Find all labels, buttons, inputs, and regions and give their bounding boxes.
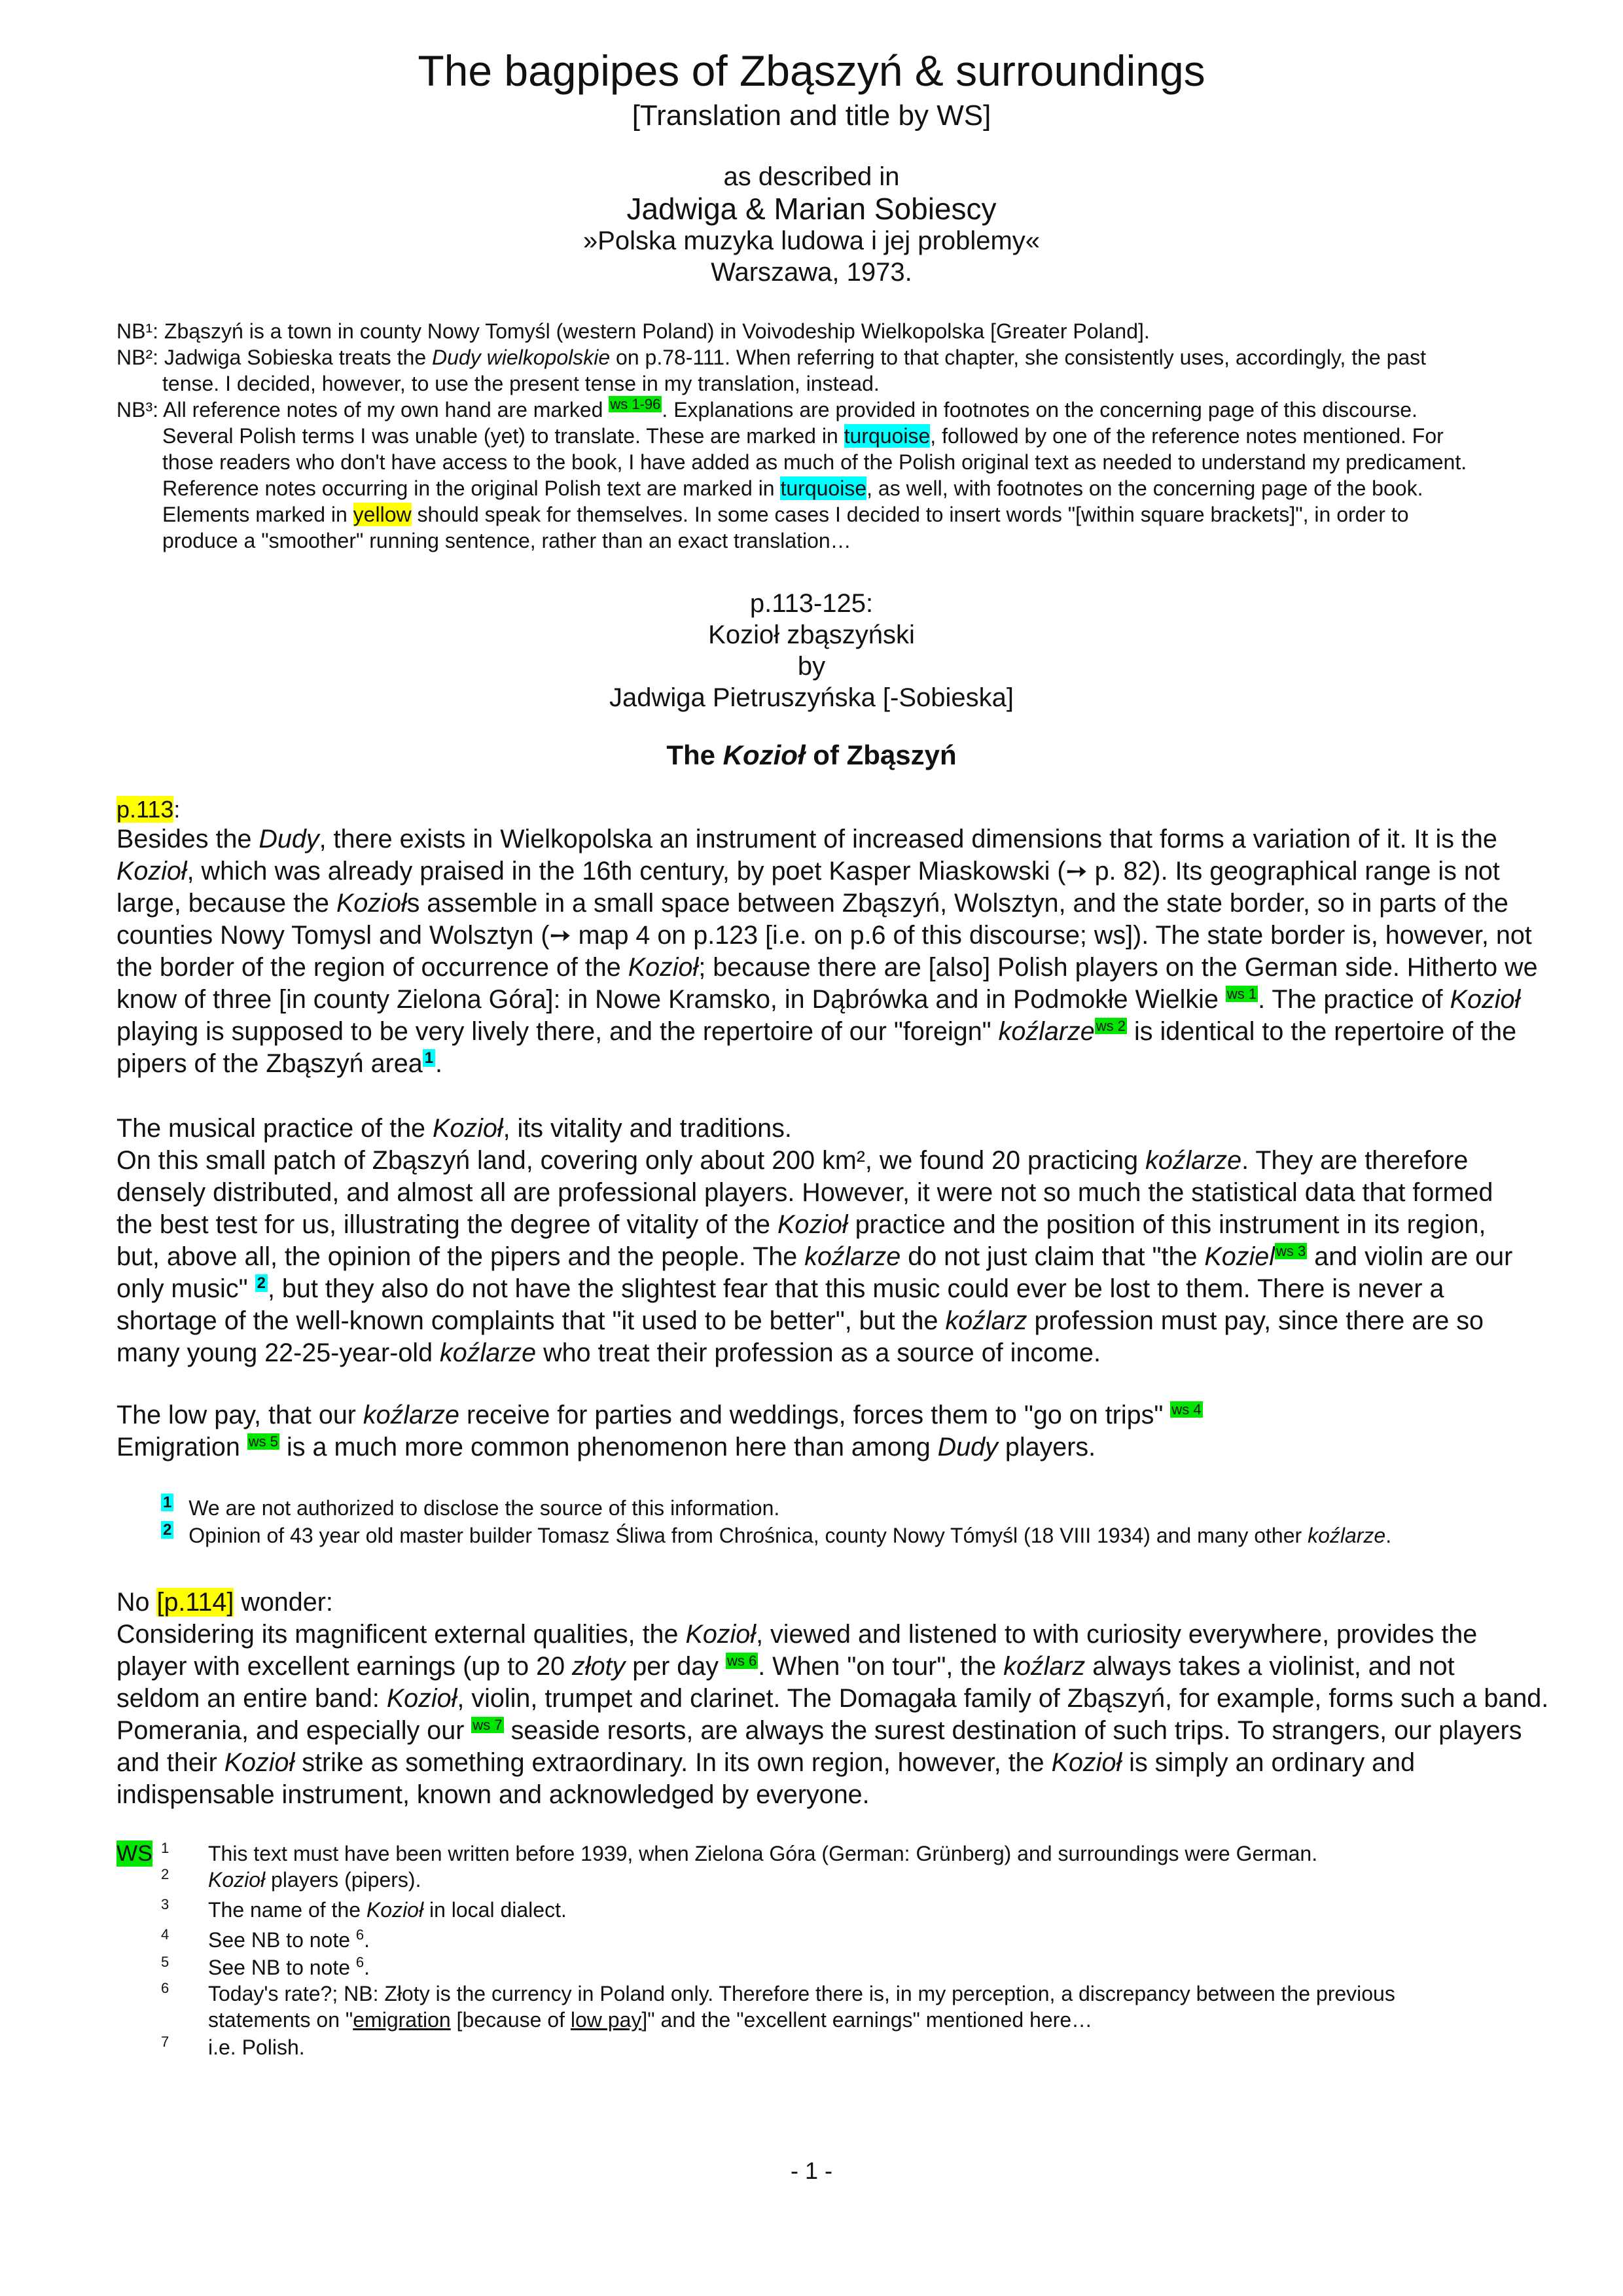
text-run: Kozioł bbox=[336, 889, 407, 918]
text-run: : Jadwiga Sobieska treats the bbox=[152, 346, 433, 369]
text-run: pipers of the Zbąszyń area bbox=[116, 1049, 423, 1078]
text-run: emigration bbox=[353, 2008, 451, 2032]
ws-ref: ws 6 bbox=[726, 1652, 757, 1669]
text-run: Kozioł bbox=[1450, 985, 1521, 1014]
p113-line bbox=[116, 1048, 1563, 1080]
nb3-line2 bbox=[162, 423, 1569, 449]
place-year: Warszawa, 1973. bbox=[711, 258, 912, 287]
ws-ref: ws 7 bbox=[473, 1716, 503, 1733]
turquoise-highlight: turquoise bbox=[780, 476, 867, 500]
practice-line bbox=[116, 1241, 1563, 1273]
text-run: playing is supposed to be very lively there, and the repertoire of our "foreign" bbox=[116, 1017, 999, 1046]
document-subtitle: [Translation and title by WS] bbox=[632, 99, 991, 132]
nb3-line3: those readers who don't have access to the book, I have added as much of the Polish original text as needed to understand my predicament. bbox=[162, 450, 1467, 474]
text-run: seaside resorts, are always the surest destination of such trips. To strangers, our players bbox=[503, 1716, 1522, 1745]
text-run: , which was already praised in the 16th century, by poet Kasper Miaskowski (➙ p. 82). Its geographical range is not bbox=[187, 857, 1500, 886]
text-run: Pomerania, and especially our bbox=[116, 1716, 472, 1745]
text-run: Dudy bbox=[937, 1433, 998, 1462]
text-run: is a much more common phenomenon here than among bbox=[279, 1433, 938, 1462]
text-run: koźlarze bbox=[804, 1242, 901, 1271]
text-run: per day bbox=[625, 1652, 726, 1681]
text-run: złoty bbox=[572, 1652, 626, 1681]
text-run: koźlarze bbox=[1308, 1524, 1386, 1547]
text-run: , there exists in Wielkopolska an instrument of increased dimensions that forms a variation of it. It is the bbox=[319, 825, 1497, 853]
text-run: Dudy wielkopolskie bbox=[432, 346, 611, 369]
text-run: wonder: bbox=[234, 1588, 333, 1617]
text-run: Kozioł bbox=[224, 1748, 295, 1777]
book-footnote-ref: 2 bbox=[161, 1521, 173, 1539]
p114-line bbox=[116, 1715, 1563, 1747]
text-run: receive for parties and weddings, forces them to "go on trips" bbox=[459, 1401, 1171, 1429]
text-run: only music" bbox=[116, 1274, 255, 1303]
chapter-author: Jadwiga Pietruszyńska [-Sobieska] bbox=[609, 683, 1014, 712]
text-run: koźlarze bbox=[440, 1338, 537, 1367]
text-run: practice and the position of this instrument in its region, bbox=[847, 1210, 1486, 1239]
p114-line: indispensable instrument, known and acknowledged by everyone. bbox=[116, 1780, 870, 1809]
text-run: Koziel bbox=[1204, 1242, 1275, 1271]
p114-line bbox=[116, 1747, 1563, 1779]
text-run: See NB to note bbox=[208, 1956, 356, 1979]
text-run: , violin, trumpet and clarinet. The Domagała family of Zbąszyń, for example, forms such a band. bbox=[457, 1684, 1549, 1713]
text-run: 6 bbox=[355, 1926, 365, 1943]
text-run: See NB to note bbox=[208, 1928, 356, 1952]
p113-line bbox=[116, 1016, 1563, 1048]
ws-ref: ws 4 bbox=[1171, 1401, 1202, 1418]
p113-line bbox=[116, 888, 1563, 920]
text-run: . bbox=[1385, 1524, 1392, 1547]
text-run: player with excellent earnings (up to 20 bbox=[116, 1652, 573, 1681]
text-run: Kozioł bbox=[777, 1210, 848, 1239]
text-run: Kozioł bbox=[433, 1114, 503, 1143]
book-ref: 1 bbox=[423, 1049, 435, 1067]
p113-line bbox=[116, 855, 1563, 888]
text-run: Kozioł bbox=[1051, 1748, 1122, 1777]
practice-line bbox=[116, 1273, 1563, 1305]
text-run: Elements marked in bbox=[162, 503, 353, 526]
ws-footnote: 2 Kozioł players (pipers). bbox=[161, 1866, 421, 1892]
text-run: [because of bbox=[450, 2008, 571, 2032]
text-run: should speak for themselves. In some cases I decided to insert words "[within square brackets]", in order to bbox=[411, 503, 1409, 526]
p113-line bbox=[116, 952, 1563, 984]
text-run: ]" and the "excellent earnings" mentioned here… bbox=[641, 2008, 1093, 2032]
nb2 bbox=[116, 344, 1556, 370]
text-run: Kozioł bbox=[722, 740, 806, 770]
ws-footnote: 4 See NB to note $^6$. bbox=[161, 1926, 370, 1952]
text-run: . When "on tour", the bbox=[758, 1652, 1004, 1681]
lowpay-line bbox=[116, 1399, 1563, 1431]
nb1 bbox=[116, 318, 1556, 344]
nb3-line5 bbox=[162, 501, 1569, 528]
text-run: low pay bbox=[570, 2008, 642, 2032]
chapter-pages: p.113-125: bbox=[749, 589, 874, 618]
text-run: Dudy bbox=[259, 825, 319, 853]
text-run: Kozioł bbox=[386, 1684, 457, 1713]
text-run: : Zbąszyń is a town in county Nowy Tomyśl (western Poland) in Voivodeship Wielkopolska [Greater Poland]. bbox=[152, 319, 1150, 343]
ws-ref: ws 1 bbox=[1226, 985, 1257, 1002]
page-number: - 1 - bbox=[790, 2157, 832, 2184]
text-run: Besides the bbox=[116, 825, 259, 853]
ws-footnote: 6 Today's rate?; NB: Złoty is the currency in Poland only. Therefore there is, in my perception, a discrepancy between the previous bbox=[161, 1980, 1395, 2005]
nb2-line2: tense. I decided, however, to use the present tense in my translation, instead. bbox=[162, 372, 880, 395]
text-run: do not just claim that "the bbox=[901, 1242, 1205, 1271]
described-in: as described in bbox=[723, 162, 900, 191]
ws-footnote: 5 See NB to note $^6$. bbox=[161, 1954, 370, 1979]
lowpay-line bbox=[116, 1431, 1563, 1463]
text-run: large, because the bbox=[116, 889, 336, 918]
text-run: Reference notes occurring in the original Polish text are marked in bbox=[162, 476, 781, 500]
chapter-heading bbox=[0, 740, 1623, 771]
text-run: 6 bbox=[355, 1954, 365, 1971]
text-run: p.113 bbox=[116, 796, 174, 823]
text-run: and their bbox=[116, 1748, 224, 1777]
text-run: The bbox=[666, 740, 723, 770]
text-run: is simply an ordinary and bbox=[1122, 1748, 1416, 1777]
yellow-highlight: yellow bbox=[353, 503, 412, 526]
text-run: . bbox=[435, 1049, 443, 1078]
text-run: shortage of the well-known complaints that "it used to be better", but the bbox=[116, 1306, 946, 1335]
text-run: players. bbox=[997, 1433, 1096, 1462]
text-run: The name of the bbox=[208, 1898, 366, 1922]
nb3-line6: produce a "smoother" running sentence, rather than an exact translation… bbox=[162, 529, 851, 552]
text-run: The musical practice of the bbox=[116, 1114, 433, 1143]
text-run: seldom an entire band: bbox=[116, 1684, 387, 1713]
text-run: always takes a violinist, and not bbox=[1085, 1652, 1455, 1681]
p113-line bbox=[116, 823, 1563, 855]
authors: Jadwiga & Marian Sobiescy bbox=[626, 192, 997, 226]
ws-footnote bbox=[161, 2007, 1568, 2033]
ws-footnotes-label: WS bbox=[116, 1841, 152, 1866]
ws-ref: ws 5 bbox=[248, 1433, 279, 1450]
ws-footnote: 7 i.e. Polish. bbox=[161, 2034, 305, 2059]
text-run: . They are therefore bbox=[1241, 1146, 1469, 1175]
book-ref: 2 bbox=[255, 1274, 268, 1292]
text-run: . The practice of bbox=[1258, 985, 1450, 1014]
text-run: NB² bbox=[116, 346, 153, 369]
text-run: but, above all, the opinion of the pipers and the people. The bbox=[116, 1242, 805, 1271]
text-run: koźlarze bbox=[998, 1017, 1095, 1046]
ws-footnote: 3 The name of the Kozioł in local dialect. bbox=[161, 1896, 567, 1922]
text-run: is identical to the repertoire of the bbox=[1127, 1017, 1517, 1046]
text-run: , viewed and listened to with curiosity everywhere, provides the bbox=[756, 1620, 1478, 1649]
text-run: on p.78-111. When referring to that chapter, she consistently uses, accordingly, the past bbox=[610, 346, 1427, 369]
p114-line bbox=[116, 1651, 1563, 1683]
text-run: NB³ bbox=[116, 398, 153, 422]
text-run: many young 22-25-year-old bbox=[116, 1338, 440, 1367]
text-run: , followed by one of the reference notes mentioned. For bbox=[930, 424, 1444, 448]
text-run: in local dialect. bbox=[423, 1898, 567, 1922]
text-run: Kozioł bbox=[208, 1868, 266, 1892]
book-footnote bbox=[161, 1495, 1568, 1521]
practice-line bbox=[116, 1209, 1563, 1241]
text-run: This text must have been written before 1939, when Zielona Góra (German: Grünberg) and surroundings were German. bbox=[208, 1842, 1318, 1865]
text-run: the border of the region of occurrence of the bbox=[116, 953, 628, 982]
practice-line: densely distributed, and almost all are professional players. However, it were not so much the statistical data that formed bbox=[116, 1178, 1493, 1207]
text-run: profession must pay, since there are so bbox=[1027, 1306, 1484, 1335]
document-title: The bagpipes of Zbąszyń & surroundings bbox=[418, 46, 1205, 95]
nb3-line4 bbox=[162, 475, 1569, 501]
book-footnote-ref: 1 bbox=[161, 1494, 173, 1511]
p114-line bbox=[116, 1683, 1563, 1715]
text-run: koźlarz bbox=[1003, 1652, 1086, 1681]
text-run: Considering its magnificent external qualities, the bbox=[116, 1620, 686, 1649]
chapter-by: by bbox=[797, 652, 826, 681]
text-run: of Zbąszyń bbox=[805, 740, 957, 770]
page-marker-113 bbox=[116, 793, 1563, 825]
p114-line bbox=[116, 1619, 1563, 1651]
turquoise-highlight: turquoise bbox=[844, 424, 931, 448]
p114-line bbox=[116, 1587, 1563, 1619]
text-run: Kozioł bbox=[116, 857, 187, 886]
text-run: Kozioł bbox=[366, 1898, 424, 1922]
book-footnote bbox=[161, 1522, 1568, 1549]
text-run: the best test for us, illustrating the degree of vitality of the bbox=[116, 1210, 777, 1239]
text-run: koźlarze bbox=[363, 1401, 460, 1429]
text-run: and violin are our bbox=[1307, 1242, 1513, 1271]
text-run: know of three [in county Zielona Góra]: in Nowe Kramsko, in Dąbrówka and in Podmokłe Wielkie bbox=[116, 985, 1226, 1014]
text-run: who treat their profession as a source of income. bbox=[536, 1338, 1101, 1367]
text-run: NB¹ bbox=[116, 319, 153, 343]
text-run: We are not authorized to disclose the source of this information. bbox=[188, 1496, 780, 1520]
text-run: Kozioł bbox=[685, 1620, 757, 1649]
ws-mark: ws 1-96 bbox=[610, 396, 661, 413]
text-run: Kozioł bbox=[628, 953, 699, 982]
text-run: . bbox=[364, 1928, 370, 1952]
book-title: »Polska muzyka ludowa i jej problemy« bbox=[582, 226, 1041, 255]
text-run: , its vitality and traditions. bbox=[503, 1114, 792, 1143]
ws-ref: ws 3 bbox=[1276, 1242, 1306, 1259]
text-run: : All reference notes of my own hand are marked bbox=[152, 398, 609, 422]
page-marker-114: [p.114] bbox=[156, 1588, 234, 1617]
text-run: strike as something extraordinary. In its own region, however, the bbox=[294, 1748, 1052, 1777]
p113-line bbox=[116, 984, 1563, 1016]
ws-ref: ws 2 bbox=[1096, 1017, 1126, 1034]
text-run: s assemble in a small space between Zbąszyń, Wolsztyn, and the state border, so in parts of the bbox=[406, 889, 1508, 918]
text-run: No bbox=[116, 1588, 157, 1617]
text-run: . Explanations are provided in footnotes on the concerning page of this discourse. bbox=[662, 398, 1418, 422]
ws-footnote: 1 This text must have been written before 1939, when Zielona Góra (German: Grünberg) and surroundings were German. bbox=[161, 1840, 1318, 1865]
text-run: koźlarze bbox=[1145, 1146, 1242, 1175]
text-run: . bbox=[364, 1956, 370, 1979]
text-run: koźlarz bbox=[945, 1306, 1027, 1335]
text-run: Opinion of 43 year old master builder Tomasz Śliwa from Chrośnica, county Nowy Tómyśl (18 VIII 1934) and many other bbox=[188, 1524, 1308, 1547]
text-run: Today's rate?; NB: Złoty is the currency in Poland only. Therefore there is, in my perception, a discrepancy between the previous bbox=[208, 1982, 1395, 2005]
text-run: , but they also do not have the slightest fear that this music could ever be lost to them. There is never a bbox=[267, 1274, 1444, 1303]
text-run: ; because there are [also] Polish players on the German side. Hitherto we bbox=[698, 953, 1538, 982]
p113-line: counties Nowy Tomysl and Wolsztyn (➙ map 4 on p.123 [i.e. on p.6 of this discourse; ws]). The state border is, however, not bbox=[116, 921, 1532, 950]
text-run: players (pipers). bbox=[265, 1868, 421, 1892]
practice-line bbox=[116, 1337, 1563, 1369]
text-run: Several Polish terms I was unable (yet) to translate. These are marked in bbox=[162, 424, 844, 448]
text-run: : bbox=[173, 796, 181, 823]
text-run: i.e. Polish. bbox=[208, 2036, 305, 2059]
nb3 bbox=[116, 397, 1556, 423]
text-run: The low pay, that our bbox=[116, 1401, 363, 1429]
text-run: Emigration bbox=[116, 1433, 247, 1462]
practice-line bbox=[116, 1145, 1563, 1177]
practice-line bbox=[116, 1113, 1563, 1145]
text-run: , as well, with footnotes on the concerning page of the book. bbox=[866, 476, 1423, 500]
chapter-polish-title: Kozioł zbąszyński bbox=[708, 620, 915, 649]
practice-line bbox=[116, 1305, 1563, 1337]
text-run: On this small patch of Zbąszyń land, covering only about 200 km², we found 20 practicing bbox=[116, 1146, 1146, 1175]
text-run: statements on " bbox=[208, 2008, 353, 2032]
